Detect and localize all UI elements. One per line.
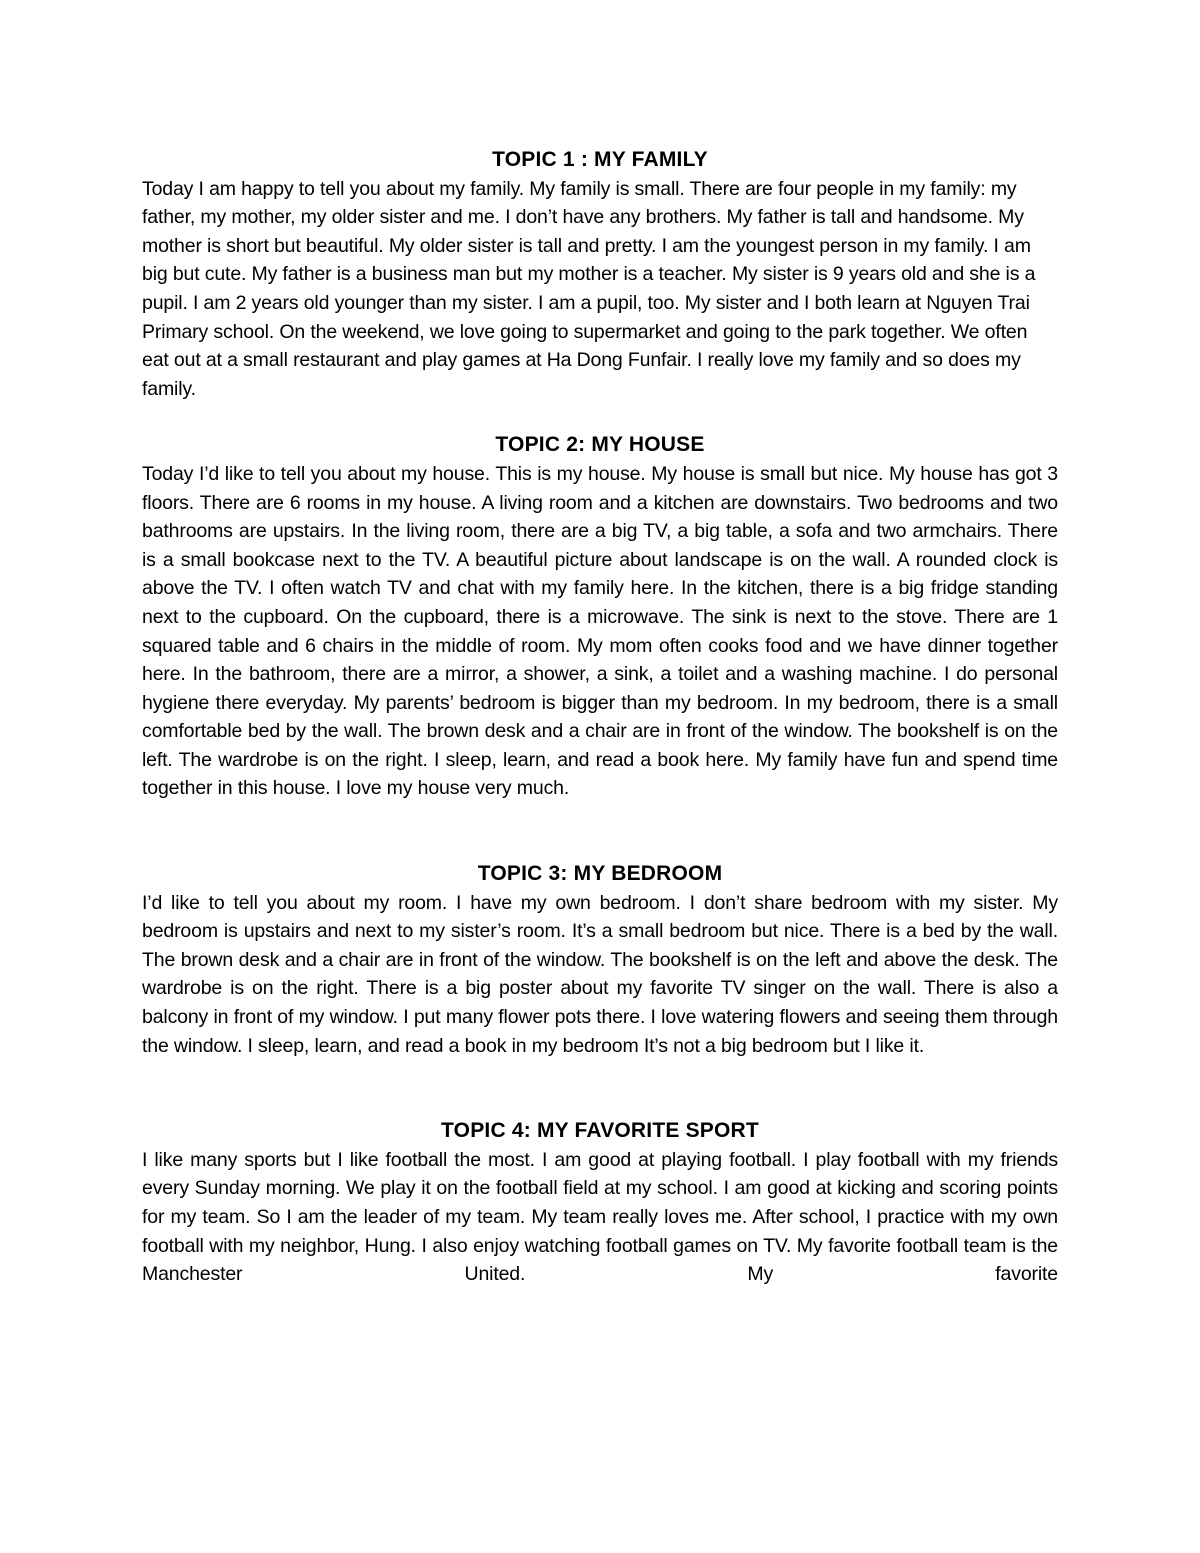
topic-3-title: TOPIC 3: MY BEDROOM <box>477 862 723 886</box>
topic-3-section <box>142 860 1058 1060</box>
document-page <box>142 146 1058 1289</box>
section-spacer <box>142 803 1058 860</box>
section-spacer <box>142 403 1058 431</box>
topic-1-body: Today I am happy to tell you about my family. My family is small. There are four people in my family: my father, my mother, my older sister and me. I don’t have any brothers. My father is tall and handsome. My mother is short but beautiful. My older sister is tall and pretty. I am the youngest person in my family. I am big but cute. My father is a business man but my mother is a teacher. My sister is 9 years old and she is a pupil. I am 2 years old younger than my sister. I am a pupil, too. My sister and I both learn at Nguyen Trai Primary school. On the weekend, we love going to supermarket and going to the park together. We often eat out at a small restaurant and play games at Ha Dong Funfair. I really love my family and so does my family. <box>142 177 1036 400</box>
section-spacer <box>142 1060 1058 1117</box>
topic-3-body: I’d like to tell you about my room. I have my own bedroom. I don’t share bedroom with my sister. My bedroom is upstairs and next to my sister’s room. It’s a small bedroom but nice. There is a bed by the wall. The brown desk and a chair are in front of the window. The bookshelf is on the left and above the desk. The wardrobe is on the right. There is a big poster about my favorite TV singer on the wall. There is also a balcony in front of my window. I put many flower pots there. I love watering flowers and seeing them through the window. I sleep, learn, and read a book in my bedroom It’s not a big bedroom but I like it. <box>142 891 1058 1057</box>
topic-4-section <box>142 1117 1058 1289</box>
topic-2-section <box>142 431 1058 803</box>
topic-1-section <box>142 146 1058 403</box>
topic-4-body: I like many sports but I like football the most. I am good at playing football. I play football with my friends every Sunday morning. We play it on the football field at my school. I am good at kicking and scoring points for my team. So I am the leader of my team. My team really loves me. After school, I practice with my own football with my neighbor, Hung. I also enjoy watching football games on TV. My favorite football team is the Manchester United. My favorite <box>142 1148 1058 1286</box>
topic-2-title: TOPIC 2: MY HOUSE <box>495 433 705 457</box>
topic-1-title: TOPIC 1 : MY FAMILY <box>492 148 708 171</box>
topic-2-body: Today I’d like to tell you about my house. This is my house. My house is small but nice. My house has got 3 floors. There are 6 rooms in my house. A living room and a kitchen are downstairs. Two bedrooms and two bathrooms are upstairs. In the living room, there are a big TV, a big table, a sofa and two armchairs. There is a small bookcase next to the TV. A beautiful picture about landscape is on the wall. A rounded clock is above the TV. I often watch TV and chat with my family here. In the kitchen, there is a big fridge standing next to the cupboard. On the cupboard, there is a microwave. The sink is next to the stove. There are 1 squared table and 6 chairs in the middle of room. My mom often cooks food and we have dinner together here. In the bathroom, there are a mirror, a shower, a sink, a toilet and a washing machine. I do personal hygiene there everyday. My parents’ bedroom is bigger than my bedroom. In my bedroom, there is a small comfortable bed by the wall. The brown desk and a chair are in front of the window. The bookshelf is on the left. The wardrobe is on the right. I sleep, learn, and read a book here. My family have fun and spend time together in this house. I love my house very much. <box>142 462 1058 800</box>
topic-4-title: TOPIC 4: MY FAVORITE SPORT <box>441 1119 759 1143</box>
